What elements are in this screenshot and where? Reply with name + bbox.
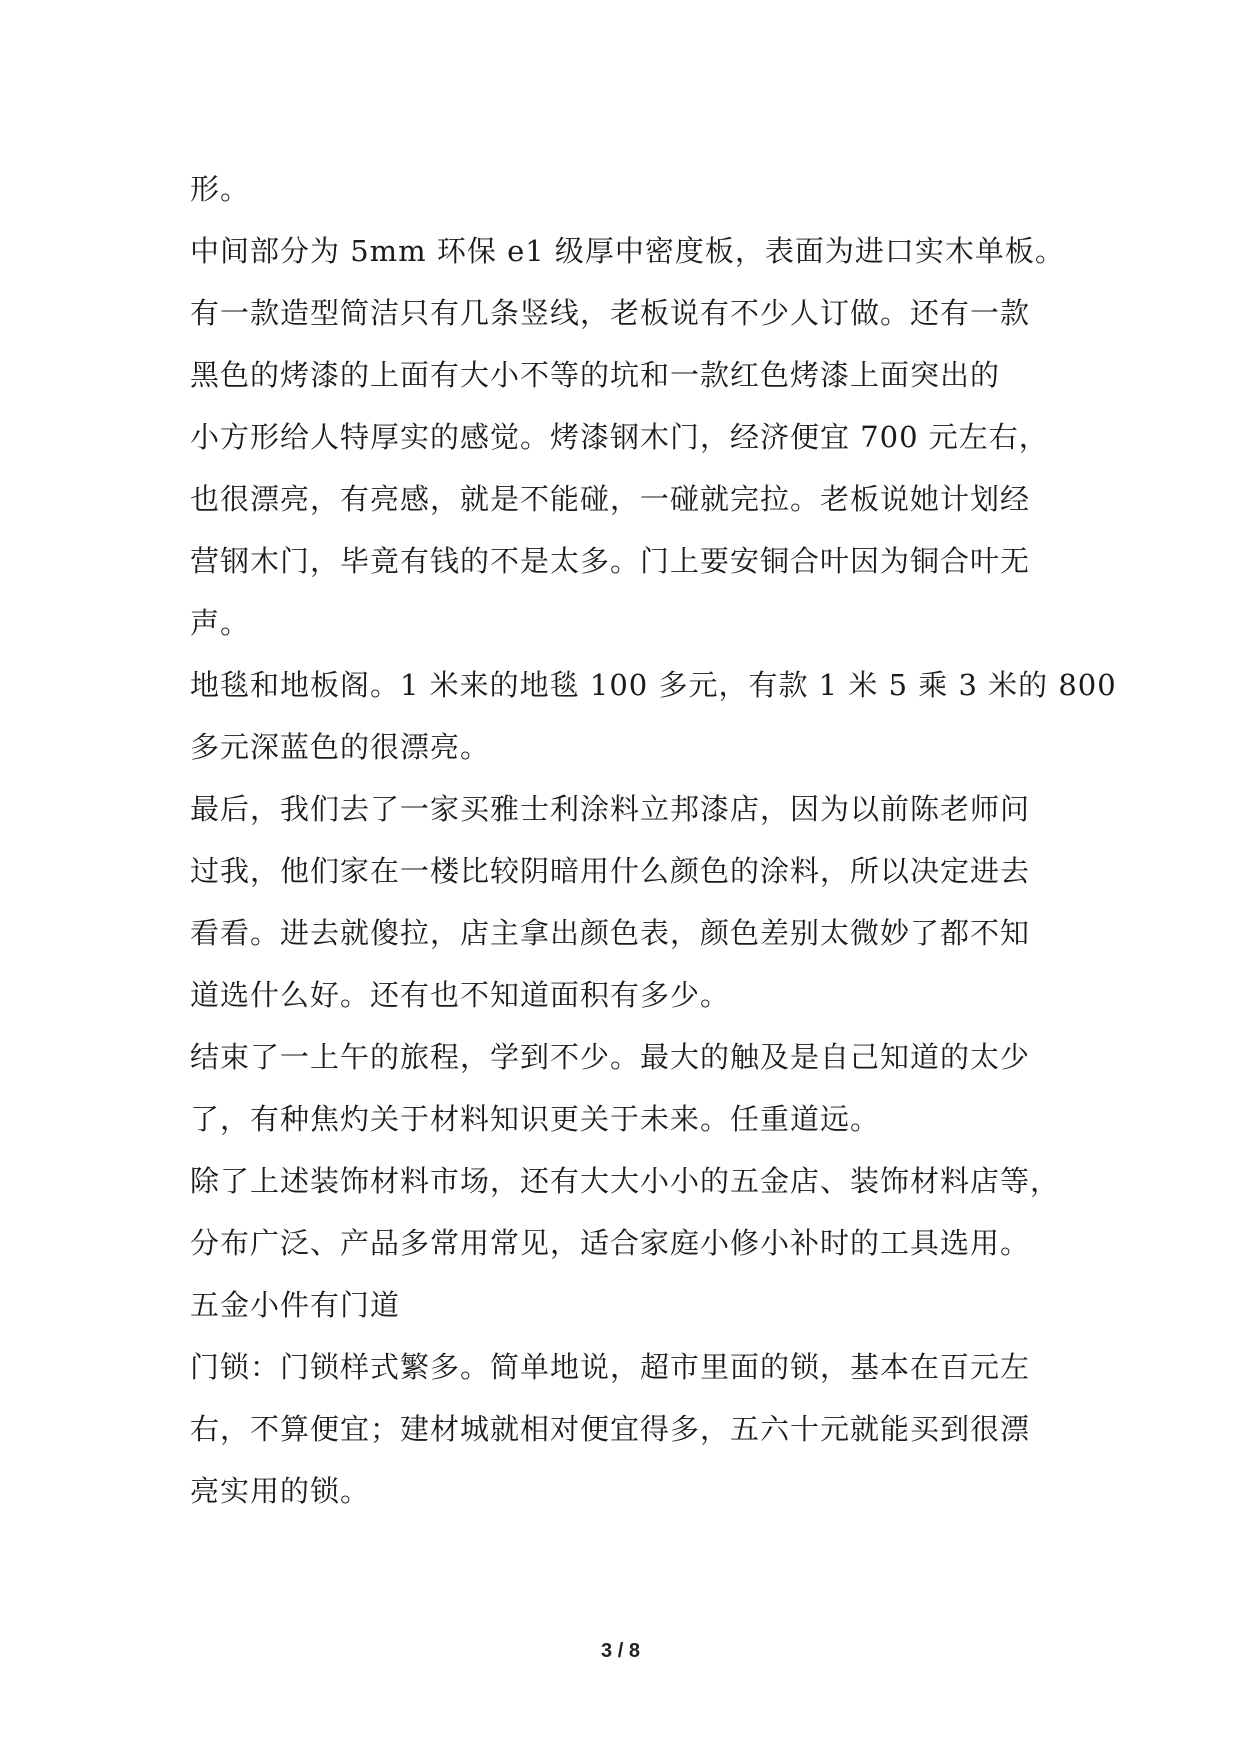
text-line: 门锁：门锁样式繁多。简单地说，超市里面的锁，基本在百元左 — [190, 1350, 1031, 1384]
text-line: 右，不算便宜；建材城就相对便宜得多，五六十元就能买到很漂 — [190, 1412, 1031, 1446]
text-line: 道选什么好。还有也不知道面积有多少。 — [190, 978, 731, 1012]
document-body — [190, 158, 1117, 1522]
text-line: 形。 — [190, 172, 251, 206]
text-line: 结束了一上午的旅程，学到不少。最大的触及是自己知道的太少 — [190, 1040, 1031, 1074]
text-line: 声。 — [190, 606, 251, 640]
text-line: 过我，他们家在一楼比较阴暗用什么颜色的涂料，所以决定进去 — [190, 854, 1031, 888]
text-line: 了，有种焦灼关于材料知识更关于未来。任重道远。 — [190, 1102, 881, 1136]
text-line: 地毯和地板阁。1 米来的地毯 100 多元，有款 1 米 5 乘 3 米的 800 — [190, 668, 1117, 702]
text-line: 也很漂亮，有亮感，就是不能碰，一碰就完拉。老板说她计划经 — [190, 482, 1031, 516]
text-line: 分布广泛、产品多常用常见，适合家庭小修小补时的工具选用。 — [190, 1226, 1031, 1260]
text-line: 中间部分为 5mm 环保 e1 级厚中密度板，表面为进口实木单板。 — [190, 234, 1065, 268]
page-number: 3 / 8 — [601, 1640, 640, 1662]
section-heading: 五金小件有门道 — [190, 1288, 401, 1322]
text-line: 小方形给人特厚实的感觉。烤漆钢木门，经济便宜 700 元左右， — [190, 420, 1049, 454]
text-line: 黑色的烤漆的上面有大小不等的坑和一款红色烤漆上面突出的 — [190, 358, 1001, 392]
text-line: 有一款造型简洁只有几条竖线，老板说有不少人订做。还有一款 — [190, 296, 1031, 330]
text-line: 亮实用的锁。 — [190, 1474, 371, 1508]
text-line: 除了上述装饰材料市场，还有大大小小的五金店、装饰材料店等， — [190, 1164, 1061, 1198]
text-line: 看看。进去就傻拉，店主拿出颜色表，颜色差别太微妙了都不知 — [190, 916, 1031, 950]
text-line: 多元深蓝色的很漂亮。 — [190, 730, 491, 764]
text-line: 最后，我们去了一家买雅士利涂料立邦漆店，因为以前陈老师问 — [190, 792, 1031, 826]
text-line: 营钢木门，毕竟有钱的不是太多。门上要安铜合叶因为铜合叶无 — [190, 544, 1031, 578]
